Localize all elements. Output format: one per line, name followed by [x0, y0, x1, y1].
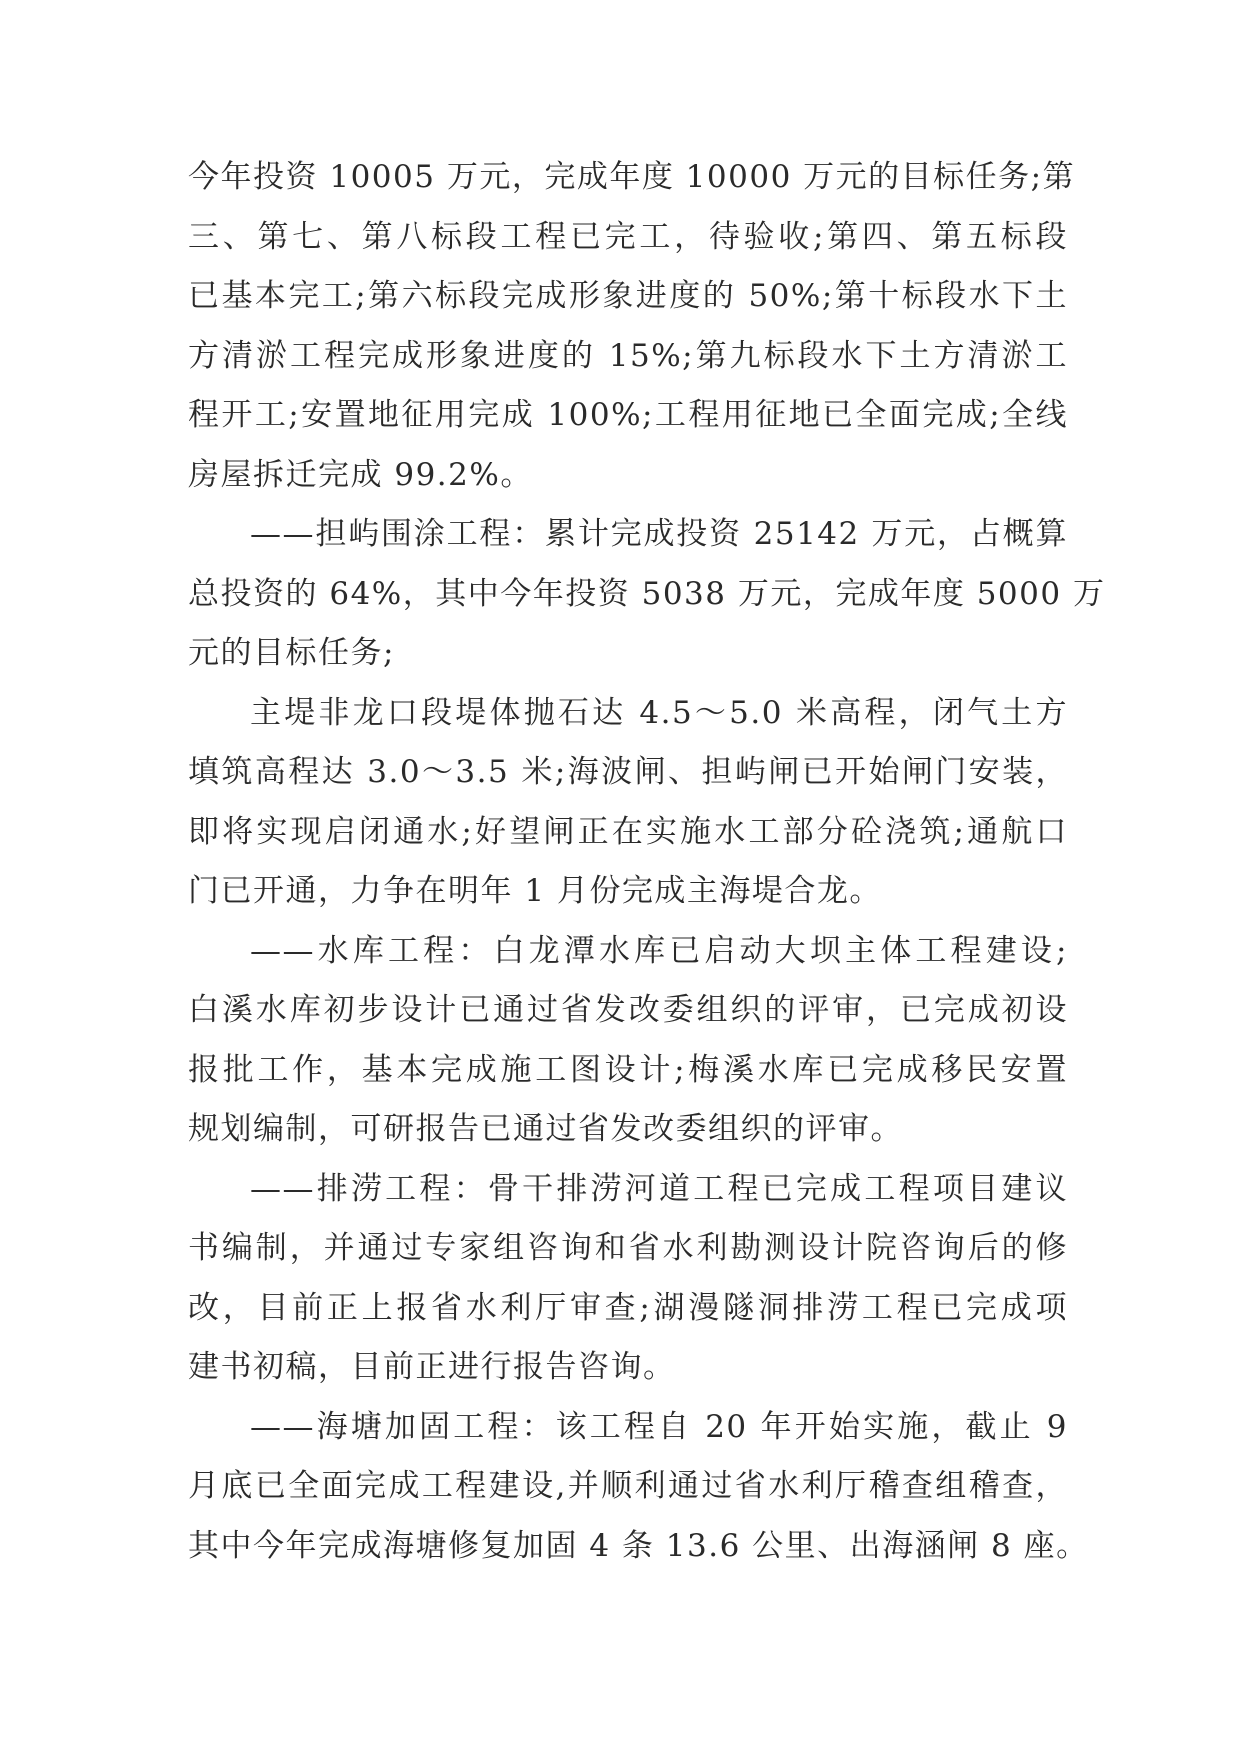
text-line: 已基本完工;第六标段完成形象进度的 50%;第十标段水下土: [188, 278, 1068, 314]
text-line: 总投资的 64%，其中今年投资 5038 万元，完成年度 5000 万: [188, 575, 1106, 612]
paragraph: [188, 505, 1106, 684]
document-body: [188, 148, 1106, 1576]
text-line: 白溪水库初步设计已通过省发改委组织的评审，已完成初设: [188, 992, 1068, 1028]
paragraph: [188, 684, 1068, 922]
text-line: ——排涝工程：骨干排涝河道工程已完成工程项目建议: [250, 1170, 1068, 1207]
text-line: 改，目前正上报省水利厅审查;湖漫隧洞排涝工程已完成项: [188, 1289, 1068, 1326]
text-line: 其中今年完成海塘修复加固 4 条 13.6 公里、出海涵闸 8 座。: [188, 1527, 1089, 1564]
paragraph: [188, 148, 1076, 505]
text-line: 书编制，并通过专家组咨询和省水利勘测设计院咨询后的修: [188, 1230, 1068, 1266]
text-line: ——水库工程：白龙潭水库已启动大坝主体工程建设;: [250, 932, 1068, 969]
text-line: 填筑高程达 3.0～3.5 米;海波闸、担屿闸已开始闸门安装，: [188, 754, 1068, 790]
text-line: 今年投资 10005 万元，完成年度 10000 万元的目标任务;第: [188, 159, 1076, 195]
text-line: 元的目标任务;: [188, 635, 395, 671]
text-line: 规划编制，可研报告已通过省发改委组织的评审。: [188, 1111, 903, 1147]
paragraph: [188, 1398, 1089, 1577]
text-line: ——担屿围涂工程：累计完成投资 25142 万元，占概算: [250, 516, 1068, 552]
text-line: 报批工作，基本完成施工图设计;梅溪水库已完成移民安置: [188, 1051, 1068, 1088]
text-line: 方清淤工程完成形象进度的 15%;第九标段水下土方清淤工: [188, 337, 1068, 374]
text-line: 主堤非龙口段堤体抛石达 4.5～5.0 米高程，闭气土方: [250, 694, 1068, 731]
text-line: ——海塘加固工程：该工程自 20 年开始实施，截止 9: [250, 1408, 1068, 1445]
text-line: 程开工;安置地征用完成 100%;工程用征地已全面完成;全线: [188, 397, 1068, 433]
text-line: 门已开通，力争在明年 1 月份完成主海堤合龙。: [188, 873, 882, 909]
text-line: 建书初稿，目前正进行报告咨询。: [188, 1349, 676, 1385]
paragraph: [188, 1160, 1068, 1398]
paragraph: [188, 922, 1068, 1160]
text-line: 房屋拆迁完成 99.2%。: [188, 456, 533, 493]
text-line: 月底已全面完成工程建设,并顺利通过省水利厅稽查组稽查，: [188, 1468, 1068, 1504]
text-line: 即将实现启闭通水;好望闸正在实施水工部分砼浇筑;通航口: [188, 813, 1068, 850]
text-line: 三、第七、第八标段工程已完工，待验收;第四、第五标段: [188, 218, 1068, 255]
